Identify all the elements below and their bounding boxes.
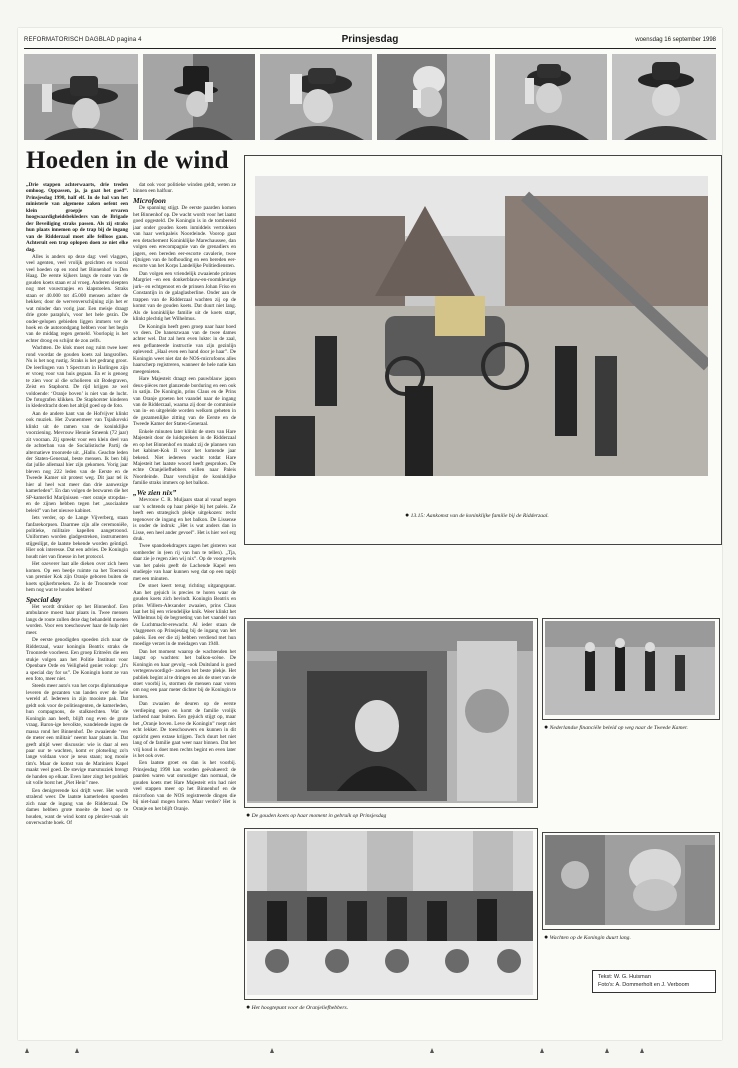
paragraph: Iets verder, op de Lange Vijverberg, staan fanfarekorpsen. Daarmee zijn alle ceremoniële, politieke, militaire kapellen aangetroond. Uniformen worden gladgestreken, instrumenten stijgeslijpt, de laatste bekende worden geïntigd. Hier ook interesse. Dat een advies. De Koningin houdt niet van finesse in het protocol. — [26, 515, 128, 560]
newspaper-page — [18, 28, 722, 1040]
hat-photo-1 — [24, 54, 138, 140]
paragraph: De eerste genodigden spoeden zich naar de Ridderzaal, waar koningin Beatrix straks de Troonrede voorleest. Een groep Eritreërs die een stukje volgen aan het Politie Instituut voor Openbare Orde en Veiligheid geniet volop: „It's a special day for us”. De Koningin komt ze van een foto, meer niet. — [26, 637, 128, 682]
coach-photo-caption: ● De gouden koets op haar moment in gebruik op Prinsjesdag — [246, 811, 387, 819]
paragraph: Alles is anders op deze dag: veel vlaggen, veel agenten, veel vrolijk gezichten en vooral veel hoeden op en rond het Binnenhof in Den Haag. De eerste kijkers langs de route van de gouden koets staan er al vroeg. Anderen sleepten nog met vouwtrapjes en klapstoelen. Straks staan er 40.000 tot 45.000 mensen achter de hekken; door de wervenverschijning zijn het er wat minder dan vorig jaar. Een meisje draagt drie grote paraplu's, voor het hele gezin. De onder-gelopen gebieden liggen immers ver de hoek en de autorondgang hebben voor het begin van de middag regen gemeld. Voorlopig is het echter droog en schijnt de zon zelfs. — [26, 253, 128, 344]
paragraph: De spanning stijgt. De eerste paarden komen het Binnenhof op. De wacht wordt voor het laatst goed opgesteld. De Koningin is in de tombereid jaar onder gouden koets inmiddels vertrokken van haar werkpaleis Noordeinde. Voorop gaat een detachement Koninklijke Marechaussee, dan volgen een erecompagnie van de grenadiers en jagers, een bereden eer-escorte cavalerie, twee rijtuigen van de hofhouding en een bereden eer-escorte van het Korps Landelijke Politiediensten. — [133, 205, 236, 270]
header-publication: REFORMATORISCH DAGBLAD pagina 4 — [24, 37, 142, 43]
hat-photo-3 — [260, 54, 372, 140]
article-lead: „Drie stappen achterwaarts, drie treden omhoog. Oppassen, ja, ja gaat het goed”. Prinsjesdag 1998, half elf. In de hal van het ministerie van algemene zaken oefent een klein groepje ervaren hoogwaardigheidsbekleders van de Brigade der Beveiliging straks passen. Als zij straks hun plaats innemen op de trap bij de ingang van de Ridderzaal moet alle feilloos gaan. Achteruit een trap oplopen doen ze niet elke dag. — [26, 182, 128, 253]
waiting-crowd-photo — [545, 835, 715, 925]
caption-text: 13.15: Aankomst van de koninklijke familie bij de Ridderzaal. — [410, 513, 549, 519]
article-column-2 — [133, 182, 236, 1034]
paragraph: Een denigrerende koi drijft weer. Het wordt stralend weer. De laatste kamerleden spoeden zich naar de ingang van de Ridderzaal. De dames hebben grote moeite de hoed op te houden, want de wind komt op plezier-vaak uit onverwachte hoek. Of — [26, 787, 128, 826]
paragraph: Dan volgen een vriendelijk zwaaiende prinses Margriet –en een donkerblauw-en-roomkleurige jurk– en echtgenoot en de prinsen Johan Friso en Constantijn in de galaglasberline. Onder aan de trappen van de Ridderzaal wachten zij op de komst van de gouden koets. Dat duurt niet lang. Als de koninklijke familie uit de koets stapt, klinkt plechtig het Wilhelmus. — [133, 270, 236, 323]
subheading: Microfoon — [133, 195, 166, 205]
paragraph: Enkele minuten later klinkt de stem van Hare Majesteit door de luidsprekers in de Ridderzaal en op het Binnenhof en maakt zij de plannen van het kabinet-Kok II voor het komende jaar bekend. Niet iedereen wacht totdat Hare Majesteit het laatste woord heeft gesproken. De echte Oranjeliefhebbers willen naar Paleis Noordeinde. Daar verschijnt de koninklijke familie straks immers op het balkon. — [133, 428, 236, 487]
page-header — [24, 34, 716, 49]
main-photo-frame — [244, 155, 722, 545]
credit-box — [592, 970, 716, 993]
paragraph: Dan het moment waarop de wachtenden het langst op wachten: het balkon-scène. De Koningin en haar gevolg –ook Duitsland is goed vertegenwoordigd– zoeken het beste plekje. Het publiek begint al te dringen en als de stoet van de stoet voorbij is, stormen de mensen naar voren om nog een paar meter dichter bij de Koningin te komen. — [133, 648, 236, 700]
article-column-1 — [26, 182, 128, 1034]
ministers-photo-caption: ● Nederlandse financiële beleid op weg naar de Tweede Kamer. — [544, 723, 688, 731]
paragraph: Mevrouw C. R. Muljaars staat al vanaf negen uur 's ochtends op haar plekje bij het paleis. Ze heeft een strategisch plekje uitgekozen: recht tegenover de ingang en het balkon. De Lissense is onder de indruk: „Het is wat anders dan in Lisse, een heel ander gevoel”. Het is hier wel erg druk. — [133, 497, 236, 543]
paragraph: Het ozeverer laat alle dieken over zich heen komen. Op een beetje ruimte na het Toernooi van premier Kok zijn Oranje geboren buiten de koets spijkerbroeken. Zo is de Troonrede voor hem nog wat te houden hebben! — [26, 561, 128, 594]
caption-text: Nederlandse financiële beleid op weg naar de Tweede Kamer. — [549, 725, 688, 731]
caption-text: De gouden koets op haar moment in gebruik op Prinsjesdag — [251, 813, 387, 819]
paragraph: De stoet keert terug richting uitgangspunt. Aan het gejuich is precies te horen waar de gouden koets zich bevindt. Koningin Beatrix en prins Willem-Alexander zwaaien, prins Claus laat het bij een vriendelijke knik. Weer klinkt het Wilhelmus bij de begroeting van het vaandel van de Luchtmacht-erewacht. Al ieder staan de vlaggeners op Prinsjesdag bij de ingang van het paleis. Een eer die zij hebben verdiend met hun moedige verzet in de meidagen van 1940. — [133, 583, 236, 648]
paragraph: Dan zwaaien de deuren op de eerste verdieping open en komt de familie vrolijk lachend naar buiten. Een gejuich stijgt op, maar het „Oranje boven. Leve de Koningin” roept niet echt lekker. De toeschouwers en kunnen in dit opzicht geen extase krijgen. Toch duurt het niet lang of de familie gaat weer naar binnen. Dat het vrij koud is doet men rechts begint en even later is het ook over. — [133, 701, 236, 759]
balcony-photo-frame — [244, 828, 538, 1000]
ministers-photo-frame — [542, 618, 720, 720]
paragraph: Wachtten. De klok moet nog ruim twee keer rond voordat de gouden koets zal langsrollen. Nu is het nog rustig. Straks is het gedrang groot. De leerlingen van 't Spectrum in Harlingen zijn er vroeg voor van huis gegaan. En er is genoeg te zien voor al die scholieren uit Bodegraven, Zeist en Staphorst. De rijd krijgen ze wel voldoende: ‘Oranje boven’ is niet van de lucht. De fotografen klikken. De Staphorster kinderen in klederdracht doen het altijd goed op de foto. — [26, 345, 128, 410]
hat-photo-4 — [377, 54, 490, 140]
header-date: woensdag 16 september 1998 — [635, 37, 716, 43]
paragraph: De Koningin heeft geen groep naar haar hoed vo deen. De hanenzwaan van de twee dames achter wel. Dat zal hem even lukte: in de zaal, een geflanteerde instructie van zijn gezinlijn oplevend: „Haal even een hand door je haar”. De Koningin weet niet dat de NOS-microfoons alles haarscherp registreren, wanneer de hele natie kan meegenieten. — [133, 323, 236, 375]
paragraph: Aan de andere kant van de Hofvijver klinkt ook muziek. Het Zwanenmeer van Tsjaikovski klinkt uit de ramen van de koninklijke voorziening. Mevrouw Hennie Smeenk (72 jaar) zit vooraan. Zij spreekt voor een klein deel van de achterban van de Socialistische Partij de alternatieve troonrede uit. „Hallo. Geachte leden der Staten-Generaal, beste mensen. Ik ben blij dat jullie allemaal hier zijn gekomen. Vorig jaar bleven nog 222 leden van de Eerste en de Tweede Kamer uit protest weg. Dit jaar tel ik hier al heel wat meer dan drie aanwezige kamerleden”. En dan volgen de bezwaren die het SP-kamerlid Marijnissen –met oranje stropdas– en de zijnen hebben tegen het „asociaalste beleid” van het nieuwe kabinet. — [26, 410, 128, 514]
palace-balcony-photo — [247, 831, 533, 995]
golden-coach-photo — [247, 621, 533, 803]
caption-text: Wachten op de Koningin duurt lang. — [549, 935, 631, 941]
caption-text: Het hoogtepunt voor de Oranjeliefhebbers. — [251, 1005, 349, 1011]
subheading: „We zien nix” — [133, 487, 177, 497]
credit-photos: Foto's: A. Dommerholt en J. Verboom — [598, 981, 690, 988]
paragraph: dat ook voor politieke winden geldt, weten ze binnen een halfuur. — [133, 182, 236, 195]
waiting-photo-frame — [542, 832, 720, 930]
paragraph: Steeds meer auto's van het corps diplomatique leveren de gezanten van landen over de hele wereld af. Iedereen in zijn mooiste pak. Dat geldt ook voor de politieagenten, de kamerleden, hun compagnons, de stalknechten. Wat de Koningin aan heeft, blijft nog even de grote vraag. Baron-ige bevolkte, wandelende ingen de massa rond het Binnenhof. De zwaaiende ‘ven de meter een militair’ neemt haar plaats in. Dat geeft altijd weer discussie: wie is daar al een paar uur te wachten, komt er plotseling zo'n lange voldaan voor je neus staan; nog mooie tim's. Maar de komst van de Mariniers Kapel maakt veel goed. De stevige marsmuziek brengt de handen op elkaar. Even later zingt het publiek uit volle borst het „Piet Hein” mee. — [26, 683, 128, 787]
article-headline: Hoeden in de wind — [26, 147, 229, 174]
ministers-walking-photo — [545, 621, 715, 715]
hat-photo-5 — [495, 54, 607, 140]
credit-text: Tekst: W. G. Huisman — [598, 974, 651, 980]
balcony-photo-caption: ● Het hoogtepunt voor de Oranjeliefhebbers. — [246, 1003, 349, 1011]
paragraph: Twee spandoekdragers zagen het gisteren wat somberder in (een rij van hun te tellen). „Tja, daar zie je regen zien wij nix”. Op de voorgevels van het paleis geeft de Lachende Kapel een studiepje van haar kunnen weg dat op een tapijt met een minuten. — [133, 543, 236, 582]
paragraph: Hare Majesteit draagt een pauwblauw japon deux-pièces met glanzende borduring en een ook in satijn. De Koningin, prins Claus en de Prins van Oranje groeten het vaandel naar de ingang van de Ridderzaal, waarna zij door de commissie van in- en uitgeleide worden welkom geheten in de gezamenlijke zitting van de Eerste en de Tweede Kamer der Staten-Generaal. — [133, 376, 236, 428]
coach-photo-frame — [244, 618, 538, 808]
paragraph: Het wordt drukker op het Binnenhof. Een ambulance moest haar plaats in. Twee mensen langs de route zullen deze dag behandeld moeten worden. Voor een toeschouwer haar de hulp niet meer. — [26, 604, 128, 636]
main-photo-caption: ● 13.15: Aankomst van de koninklijke familie bij de Ridderzaal. — [405, 511, 549, 519]
hat-photo-2 — [143, 54, 255, 140]
hat-photo-6 — [612, 54, 716, 140]
ridderzaal-arrival-photo — [255, 176, 708, 476]
paragraph: Een laatste groet en dan is het voorbij. Prinsjesdag 1998 kan worden geëvalueerd: de paarden waren wat onrustiger dan normaal, de gouden koets met Hare Majesteit erin had niet veel stappen meer op het Binnenhof en de microfoon van de NOS registreerde dingen die bij niet-haal mogen horen. Maar verder? Het is Oranje en het blijft Oranje. — [133, 760, 236, 812]
waiting-photo-caption: ● Wachten op de Koningin duurt lang. — [544, 933, 631, 941]
binding-marks — [0, 1047, 738, 1055]
subheading: Special day — [26, 594, 62, 604]
header-section: Prinsjesdag — [341, 34, 399, 45]
